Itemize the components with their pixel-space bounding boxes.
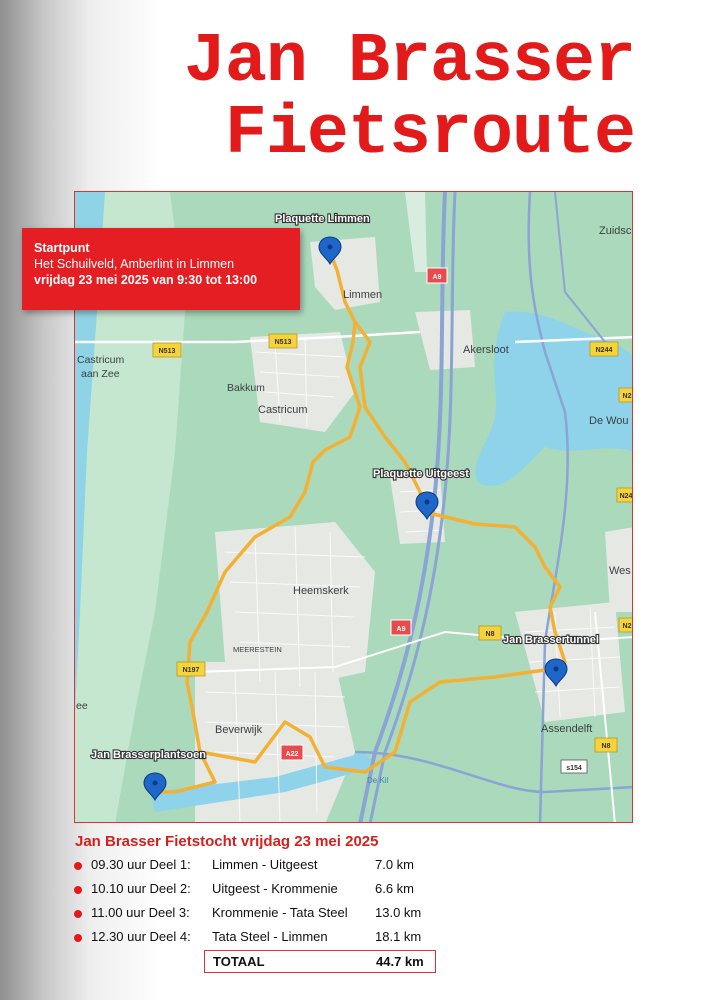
label-castricum: Castricum [258,404,308,416]
label-castricum-aan-zee-1: Castricum [77,354,125,366]
label-de-kil: De Kil [367,776,389,785]
label-ee: ee [76,700,88,712]
label-zuidsc: Zuidsc [599,225,632,237]
stage-route: Limmen - Uitgeest [212,857,318,872]
shield-n2-low: N2 [622,623,632,630]
label-jan-brasserplantsoen: Jan Brasserplantsoen [91,749,206,761]
schedule-row [74,857,474,881]
shield-n24-right: N24 [619,493,633,500]
stage-time: 12.30 uur Deel 4: [91,929,191,944]
shield-n197: N197 [182,667,200,674]
title-line-2: Fietsroute [224,95,635,174]
bullet-dot-icon [74,886,82,894]
label-plaquette-uitgeest: Plaquette Uitgeest [373,468,469,480]
stage-route: Krommenie - Tata Steel [212,905,348,920]
shield-a9-mid: A9 [396,626,406,633]
label-wes: Wes [609,565,631,577]
tour-heading: Jan Brasser Fietstocht vrijdag 23 mei 2025 [75,833,379,850]
startpunt-location: Het Schuilveld, Amberlint in Limmen [34,257,235,271]
bullet-dot-icon [74,862,82,870]
stage-time: 10.10 uur Deel 2: [91,881,191,896]
shield-a9-top: A9 [432,274,442,281]
bullet-dot-icon [74,934,82,942]
stage-route: Uitgeest - Krommenie [212,881,338,896]
stage-distance: 18.1 km [375,929,422,944]
title-line-1: Jan Brasser [183,23,635,102]
label-meerestein: MEERESTEIN [233,645,282,654]
label-akersloot: Akersloot [463,344,509,356]
label-beverwijk: Beverwijk [215,724,263,736]
label-limmen: Limmen [343,289,383,301]
label-castricum-aan-zee-2: aan Zee [81,368,120,380]
label-de-wou: De Wou [589,415,629,427]
label-bakkum: Bakkum [227,382,265,394]
stage-time: 09.30 uur Deel 1: [91,857,191,872]
label-plaquette-limmen: Plaquette Limmen [275,213,370,225]
total-label: TOTAAL [213,954,265,969]
startpunt-box [22,228,300,310]
label-assendelft: Assendelft [541,723,593,735]
stage-time: 11.00 uur Deel 3: [91,905,190,920]
label-heemskerk: Heemskerk [293,585,349,597]
shield-n8-low: N8 [601,743,611,750]
shield-n2-right: N2 [622,393,632,400]
startpunt-heading: Startpunt [34,241,90,255]
shield-n244: N244 [595,347,613,354]
stage-distance: 6.6 km [375,881,415,896]
startpunt-time: vrijdag 23 mei 2025 van 9:30 tot 13:00 [34,273,258,287]
stage-distance: 13.0 km [375,905,422,920]
shield-n513-left: N513 [158,348,176,355]
stage-distance: 7.0 km [375,857,415,872]
total-box [204,950,436,973]
label-jan-brassertunnel: Jan Brassertunnel [503,634,599,646]
shield-n8-mid: N8 [485,631,495,638]
shield-s154: s154 [566,765,582,772]
shield-n513-mid: N513 [274,339,292,346]
schedule-row [74,881,474,905]
stage-route: Tata Steel - Limmen [212,929,328,944]
schedule-list [74,857,474,953]
bullet-dot-icon [74,910,82,918]
total-value: 44.7 km [376,954,424,969]
schedule-row [74,905,474,929]
shield-a22: A22 [285,751,299,758]
